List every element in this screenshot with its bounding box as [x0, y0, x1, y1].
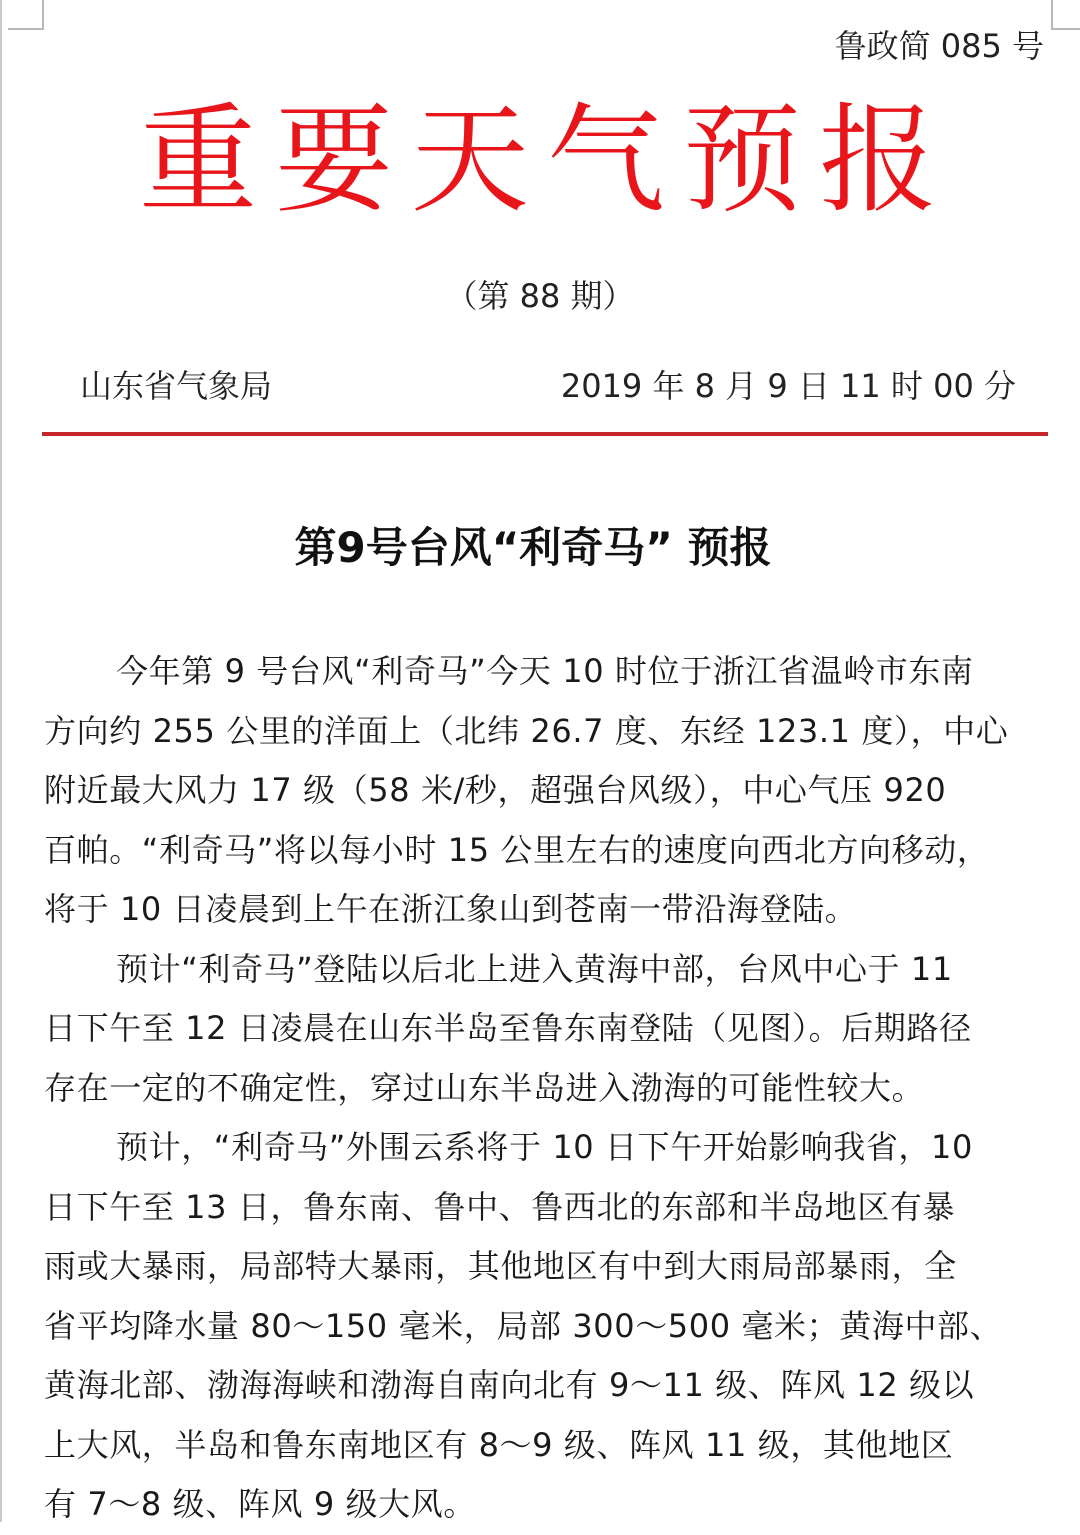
paragraph: [44, 1118, 1054, 1535]
body-line: 黄海北部、渤海海峡和渤海自南向北有 9～11 级、阵风 12 级以: [44, 1366, 975, 1404]
body-line: 附近最大风力 17 级（58 米/秒，超强台风级），中心气压 920: [44, 771, 947, 809]
body-line: 省平均降水量 80～150 毫米，局部 300～500 毫米；黄海中部、: [44, 1306, 1003, 1345]
masthead-title: 重要天气预报: [138, 91, 955, 229]
crop-mark-top-left: [8, 0, 44, 30]
page-edge: [0, 0, 2, 1522]
red-divider: [42, 432, 1048, 436]
body-line: 日下午至 13 日，鲁东南、鲁中、鲁西北的东部和半岛地区有暴: [44, 1187, 956, 1226]
document-number: 鲁政简 085 号: [834, 27, 1044, 65]
issue-date: 2019 年 8 月 9 日 11 时 00 分: [560, 367, 1016, 405]
body-line: 预计，“利奇马”外围云系将于 10 日下午开始影响我省，10: [116, 1128, 973, 1166]
crop-mark-top-right: [1051, 0, 1080, 30]
body-line: 存在一定的不确定性，穿过山东半岛进入渤海的可能性较大。: [44, 1068, 925, 1107]
body-line: 将于 10 日凌晨到上午在浙江象山到苍南一带沿海登陆。: [44, 890, 858, 928]
body-line: 上大风，半岛和鲁东南地区有 8～9 级、阵风 11 级，其他地区: [44, 1425, 954, 1464]
paragraph: [44, 940, 1054, 1119]
body-line: 百帕。“利奇马”将以每小时 15 公里左右的速度向西北方向移动，: [44, 830, 990, 869]
body-text: [44, 642, 1054, 1535]
body-line: 有 7～8 级、阵风 9 级大风。: [44, 1485, 476, 1523]
body-line: 今年第 9 号台风“利奇马”今天 10 时位于浙江省温岭市东南: [116, 652, 974, 690]
body-line: 雨或大暴雨，局部特大暴雨，其他地区有中到大雨局部暴雨，全: [44, 1247, 957, 1285]
body-line: 日下午至 12 日凌晨在山东半岛至鲁东南登陆（见图）。后期路径: [44, 1009, 972, 1047]
body-line: 方向约 255 公里的洋面上（北纬 26.7 度、东经 123.1 度），中心: [44, 711, 1009, 750]
paragraph: [44, 642, 1054, 940]
headline: 第9号台风“利奇马” 预报: [294, 523, 772, 572]
body-line: 预计“利奇马”登陆以后北上进入黄海中部，台风中心于 11: [116, 949, 953, 988]
issuer-name: 山东省气象局: [80, 367, 273, 405]
issue-number: （第 88 期）: [445, 277, 635, 315]
